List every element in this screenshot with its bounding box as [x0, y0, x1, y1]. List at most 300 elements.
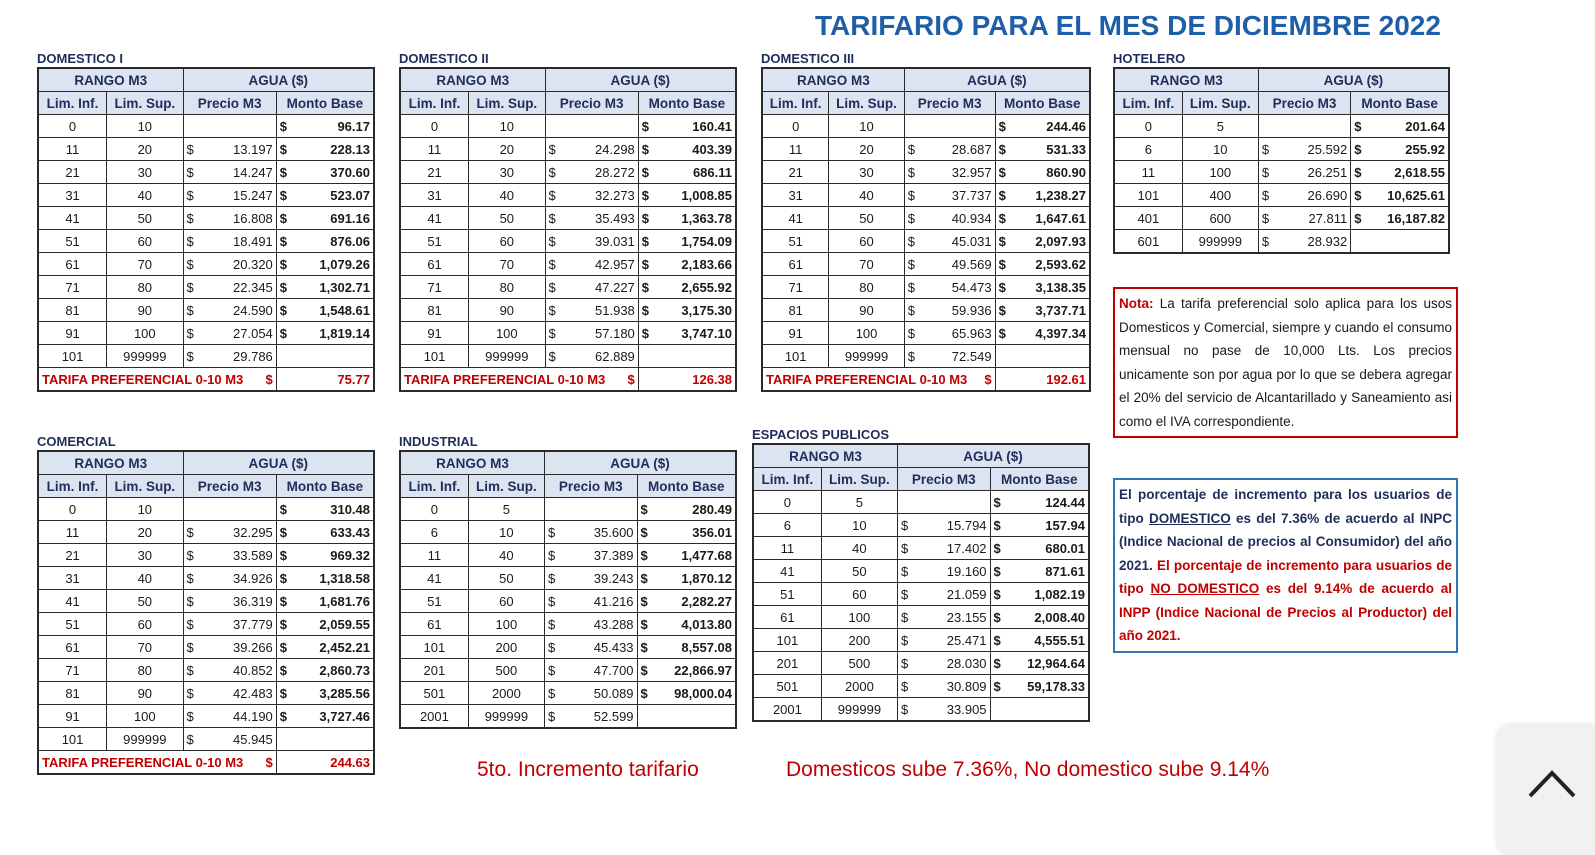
lim-inf-cell: 101 — [1114, 184, 1182, 207]
table-row — [762, 345, 1090, 368]
currency-symbol: $ — [186, 233, 194, 249]
header-precio: Precio M3 — [904, 92, 995, 115]
precio-cell — [904, 276, 995, 299]
lim-sup-cell: 50 — [821, 560, 897, 583]
table-title: INDUSTRIAL — [399, 434, 478, 449]
monto-value: 1,819.14 — [319, 325, 370, 341]
lim-inf-cell: 51 — [400, 230, 469, 253]
table-row — [38, 682, 374, 705]
header-rango: RANGO M3 — [400, 68, 545, 92]
monto-value: 1,238.27 — [1035, 187, 1086, 203]
incremento-nodomestico-term: NO DOMESTICO — [1150, 581, 1260, 596]
currency-symbol: $ — [279, 279, 288, 295]
monto-value: 22,866.97 — [674, 662, 732, 678]
lim-inf-cell: 2001 — [753, 698, 821, 722]
precio-value: 45.031 — [951, 233, 992, 249]
currency-symbol: $ — [900, 517, 909, 533]
table-row — [400, 253, 736, 276]
lim-inf-cell: 0 — [1114, 115, 1182, 138]
monto-cell — [637, 636, 736, 659]
lim-sup-cell: 50 — [107, 590, 183, 613]
monto-cell — [638, 230, 736, 253]
monto-cell — [637, 705, 736, 729]
precio-cell — [897, 675, 990, 698]
header-monto: Monto Base — [276, 92, 374, 115]
currency-symbol: $ — [279, 256, 288, 272]
precio-value: 39.243 — [593, 570, 634, 586]
lim-sup-cell: 30 — [829, 161, 904, 184]
currency-symbol: $ — [641, 164, 650, 180]
lim-sup-cell: 999999 — [107, 345, 183, 368]
monto-value: 1,647.61 — [1035, 210, 1086, 226]
precio-cell — [545, 115, 638, 138]
lim-inf-cell: 31 — [762, 184, 829, 207]
precio-cell — [904, 207, 995, 230]
header-lim-inf: Lim. Inf. — [38, 92, 107, 115]
currency-symbol: $ — [186, 348, 194, 364]
currency-symbol: $ — [907, 233, 915, 249]
precio-value: 45.433 — [593, 639, 634, 655]
lim-inf-cell: 6 — [400, 521, 468, 544]
currency-symbol: $ — [998, 233, 1006, 249]
table-row — [400, 567, 736, 590]
table-domestico-1 — [37, 51, 375, 392]
precio-value: 47.227 — [595, 279, 635, 295]
page-title: TARIFARIO PARA EL MES DE DICIEMBRE 2022 — [815, 10, 1441, 41]
precio-value: 65.963 — [951, 325, 992, 341]
precio-cell — [897, 606, 990, 629]
table-industrial — [399, 434, 737, 729]
table-row — [1114, 184, 1449, 207]
tarifa-preferencial-value: 192.61 — [995, 368, 1090, 392]
lim-inf-cell: 11 — [1114, 161, 1182, 184]
lim-sup-cell: 60 — [469, 230, 545, 253]
table-row — [753, 514, 1089, 537]
header-monto: Monto Base — [995, 92, 1090, 115]
monto-cell — [637, 521, 736, 544]
lim-sup-cell: 90 — [107, 682, 183, 705]
currency-symbol: $ — [548, 233, 556, 249]
monto-cell — [276, 544, 374, 567]
currency-symbol: $ — [186, 279, 194, 295]
table-title: DOMESTICO III — [761, 51, 855, 66]
precio-value: 50.089 — [593, 685, 634, 701]
monto-cell — [276, 682, 374, 705]
currency-symbol: $ — [907, 348, 915, 364]
monto-value: 2,452.21 — [319, 639, 370, 655]
currency-symbol: $ — [1354, 187, 1362, 203]
currency-symbol: $ — [1261, 233, 1270, 249]
monto-cell — [995, 115, 1090, 138]
header-agua: AGUA ($) — [183, 68, 374, 92]
lim-inf-cell: 201 — [400, 659, 468, 682]
lim-sup-cell: 70 — [107, 253, 183, 276]
currency-symbol: $ — [998, 279, 1006, 295]
currency-symbol: $ — [900, 701, 909, 717]
table-row — [400, 705, 736, 729]
lim-sup-cell: 40 — [107, 567, 183, 590]
nota-text: La tarifa preferencial solo aplica para los usos Domesticos y Comercial, siempre y cuando el consumo mensual no pase de 10,000 Lts. Los precios unicamente son por agua por lo que se debera agregar el 20% del servicio de Alcantarillado y Saneamiento asi como el IVA correspondiente. — [1119, 296, 1452, 429]
table-row — [753, 698, 1089, 722]
lim-inf-cell: 51 — [38, 613, 107, 636]
currency-symbol: $ — [279, 187, 288, 203]
precio-cell — [545, 345, 638, 368]
monto-cell — [276, 590, 374, 613]
monto-value: 686.11 — [692, 164, 732, 180]
monto-value: 3,175.30 — [681, 302, 732, 318]
lim-sup-cell: 50 — [469, 207, 545, 230]
lim-inf-cell: 71 — [400, 276, 469, 299]
table-row — [753, 491, 1089, 514]
precio-cell — [544, 613, 637, 636]
precio-cell — [1258, 138, 1350, 161]
currency-symbol: $ — [1261, 164, 1270, 180]
lim-inf-cell: 41 — [38, 207, 107, 230]
lim-sup-cell: 70 — [829, 253, 904, 276]
monto-cell — [276, 115, 374, 138]
table-row — [400, 682, 736, 705]
currency-symbol: $ — [186, 187, 194, 203]
table-title: DOMESTICO II — [399, 51, 489, 66]
lim-sup-cell: 40 — [829, 184, 904, 207]
lim-inf-cell: 21 — [400, 161, 469, 184]
table-row — [762, 253, 1090, 276]
table-row — [38, 184, 374, 207]
monto-cell — [276, 253, 374, 276]
precio-cell — [183, 567, 276, 590]
header-precio: Precio M3 — [183, 92, 276, 115]
currency-symbol: $ — [907, 325, 915, 341]
lim-sup-cell: 80 — [107, 659, 183, 682]
precio-cell — [183, 659, 276, 682]
lim-inf-cell: 41 — [753, 560, 821, 583]
lim-inf-cell: 51 — [762, 230, 829, 253]
header-precio: Precio M3 — [545, 92, 638, 115]
monto-cell — [276, 161, 374, 184]
table-row — [38, 521, 374, 544]
header-lim-inf: Lim. Inf. — [1114, 92, 1182, 115]
lim-sup-cell: 40 — [821, 537, 897, 560]
precio-value: 32.957 — [951, 164, 992, 180]
tarifa-preferencial-value: 75.77 — [276, 368, 374, 392]
table-row — [762, 322, 1090, 345]
lim-sup-cell: 70 — [107, 636, 183, 659]
monto-value: 228.13 — [330, 141, 370, 157]
precio-cell — [183, 705, 276, 728]
monto-value: 280.49 — [692, 501, 732, 517]
precio-cell — [545, 299, 638, 322]
currency-symbol: $ — [279, 616, 288, 632]
tarifa-preferencial-label — [762, 368, 995, 392]
currency-symbol: $ — [900, 540, 909, 556]
currency-symbol: $ — [186, 164, 194, 180]
table-row — [753, 537, 1089, 560]
table-row — [753, 560, 1089, 583]
currency-symbol: $ — [547, 616, 556, 632]
table-row — [762, 299, 1090, 322]
precio-value: 23.155 — [946, 609, 987, 625]
table-row — [400, 115, 736, 138]
lim-inf-cell: 21 — [762, 161, 829, 184]
precio-value: 15.247 — [233, 187, 273, 203]
precio-cell — [545, 322, 638, 345]
tariff-table — [1113, 67, 1450, 254]
lim-sup-cell: 90 — [829, 299, 904, 322]
table-row — [400, 276, 736, 299]
monto-value: 876.06 — [330, 233, 370, 249]
precio-cell — [183, 682, 276, 705]
precio-cell — [545, 276, 638, 299]
header-lim-sup: Lim. Sup. — [1182, 92, 1258, 115]
table-row — [38, 115, 374, 138]
lim-inf-cell: 11 — [400, 138, 469, 161]
currency-symbol: $ — [907, 187, 915, 203]
table-row — [762, 276, 1090, 299]
monto-cell — [995, 230, 1090, 253]
lim-sup-cell: 60 — [829, 230, 904, 253]
precio-value: 62.889 — [595, 348, 635, 364]
table-row — [753, 629, 1089, 652]
currency-symbol: $ — [993, 632, 1001, 648]
tariff-table — [752, 443, 1090, 722]
monto-value: 59,178.33 — [1027, 678, 1085, 694]
table-domestico-3 — [761, 51, 1091, 392]
currency-symbol: $ — [548, 141, 556, 157]
monto-cell — [638, 115, 736, 138]
nota-preferencial — [1113, 287, 1458, 438]
currency-symbol: $ — [998, 256, 1006, 272]
monto-cell — [638, 138, 736, 161]
lim-sup-cell: 500 — [468, 659, 544, 682]
subheader-row — [400, 475, 736, 498]
table-row — [400, 613, 736, 636]
table-title: HOTELERO — [1113, 51, 1186, 66]
header-agua: AGUA ($) — [1258, 68, 1449, 92]
lim-inf-cell: 61 — [400, 253, 469, 276]
nota-label: Nota: — [1119, 296, 1154, 311]
monto-cell — [995, 253, 1090, 276]
currency-symbol: $ — [186, 639, 194, 655]
precio-cell — [183, 230, 276, 253]
lim-inf-cell: 2001 — [400, 705, 468, 729]
header-agua: AGUA ($) — [544, 451, 736, 475]
currency-symbol: $ — [186, 256, 194, 272]
currency-symbol: $ — [641, 279, 650, 295]
precio-cell — [183, 521, 276, 544]
header-row — [38, 451, 374, 475]
precio-cell — [183, 498, 276, 521]
table-espacios-publicos — [752, 427, 1090, 722]
tariff-table — [761, 67, 1091, 392]
lim-sup-cell: 200 — [821, 629, 897, 652]
precio-cell — [1258, 184, 1350, 207]
precio-cell — [897, 629, 990, 652]
lim-sup-cell: 90 — [107, 299, 183, 322]
lim-inf-cell: 11 — [762, 138, 829, 161]
lim-sup-cell: 5 — [1182, 115, 1258, 138]
table-row — [762, 161, 1090, 184]
table-row — [400, 161, 736, 184]
header-agua: AGUA ($) — [904, 68, 1090, 92]
table-row — [753, 606, 1089, 629]
scroll-top-button[interactable] — [1497, 725, 1595, 855]
incremento-domestico-b: es del 7.36% de acuerdo al INPC (Indice Nacional de precios al Consumidor) del año 2021. — [1119, 510, 1452, 573]
currency-symbol: $ — [279, 593, 288, 609]
footer-porcentajes: Domesticos sube 7.36%, No domestico sube 9.14% — [786, 758, 1270, 781]
lim-sup-cell: 200 — [468, 636, 544, 659]
monto-value: 160.41 — [692, 118, 732, 134]
table-row — [38, 299, 374, 322]
table-row — [38, 276, 374, 299]
lim-inf-cell: 61 — [38, 253, 107, 276]
monto-cell — [1351, 184, 1449, 207]
currency-symbol: $ — [627, 371, 635, 387]
precio-cell — [897, 560, 990, 583]
subheader-row — [753, 468, 1089, 491]
lim-inf-cell: 101 — [400, 636, 468, 659]
currency-symbol: $ — [547, 524, 556, 540]
lim-inf-cell: 61 — [400, 613, 468, 636]
precio-cell — [904, 253, 995, 276]
lim-sup-cell: 10 — [829, 115, 904, 138]
header-rango: RANGO M3 — [38, 451, 183, 475]
currency-symbol: $ — [279, 325, 288, 341]
incremento-nodomestico-a: El porcentaje de incremento para usuarios de tipo — [1119, 557, 1452, 596]
precio-cell — [183, 138, 276, 161]
currency-symbol: $ — [998, 302, 1006, 318]
table-row — [38, 138, 374, 161]
monto-cell — [276, 207, 374, 230]
precio-cell — [904, 115, 995, 138]
precio-value: 72.549 — [951, 348, 992, 364]
precio-value: 34.926 — [233, 570, 273, 586]
monto-cell — [276, 345, 374, 368]
monto-cell — [276, 613, 374, 636]
currency-symbol: $ — [907, 164, 915, 180]
subheader-row — [1114, 92, 1449, 115]
lim-inf-cell: 81 — [762, 299, 829, 322]
table-comercial — [37, 434, 375, 775]
monto-cell — [276, 705, 374, 728]
header-agua: AGUA ($) — [897, 444, 1089, 468]
header-agua: AGUA ($) — [183, 451, 374, 475]
lim-inf-cell: 0 — [400, 498, 468, 521]
currency-symbol: $ — [548, 187, 556, 203]
currency-symbol: $ — [998, 325, 1006, 341]
currency-symbol: $ — [641, 302, 650, 318]
header-row — [400, 451, 736, 475]
precio-value: 32.273 — [595, 187, 635, 203]
currency-symbol: $ — [640, 639, 648, 655]
header-lim-inf: Lim. Inf. — [762, 92, 829, 115]
monto-value: 1,548.61 — [319, 302, 370, 318]
header-precio: Precio M3 — [183, 475, 276, 498]
tarifa-preferencial-value: 244.63 — [276, 751, 374, 775]
table-row — [400, 659, 736, 682]
tarifa-preferencial-label — [38, 751, 276, 775]
monto-cell — [637, 590, 736, 613]
monto-value: 10,625.61 — [1387, 187, 1445, 203]
table-row — [38, 161, 374, 184]
monto-cell — [990, 537, 1089, 560]
monto-value: 1,477.68 — [681, 547, 732, 563]
currency-symbol: $ — [547, 570, 556, 586]
currency-symbol: $ — [1261, 187, 1270, 203]
monto-value: 4,555.51 — [1034, 632, 1085, 648]
monto-cell — [276, 184, 374, 207]
precio-cell — [183, 115, 276, 138]
monto-value: 2,008.40 — [1034, 609, 1085, 625]
monto-value: 1,082.19 — [1034, 586, 1085, 602]
lim-sup-cell: 50 — [107, 207, 183, 230]
currency-symbol: $ — [998, 118, 1006, 134]
table-row — [38, 253, 374, 276]
currency-symbol: $ — [547, 593, 556, 609]
precio-cell — [1258, 207, 1350, 230]
monto-value: 244.46 — [1046, 118, 1086, 134]
lim-sup-cell: 20 — [107, 521, 183, 544]
lim-sup-cell: 40 — [469, 184, 545, 207]
currency-symbol: $ — [265, 371, 273, 387]
monto-value: 98,000.04 — [674, 685, 732, 701]
monto-cell — [637, 682, 736, 705]
currency-symbol: $ — [998, 141, 1006, 157]
lim-sup-cell: 999999 — [469, 345, 545, 368]
currency-symbol: $ — [640, 685, 648, 701]
tarifa-preferencial-value: 126.38 — [638, 368, 736, 392]
precio-value: 26.251 — [1307, 164, 1348, 180]
lim-sup-cell: 70 — [469, 253, 545, 276]
lim-sup-cell: 10 — [1182, 138, 1258, 161]
currency-symbol: $ — [900, 655, 909, 671]
currency-symbol: $ — [547, 547, 556, 563]
precio-value: 43.288 — [593, 616, 634, 632]
monto-value: 871.61 — [1045, 563, 1085, 579]
currency-symbol: $ — [900, 678, 909, 694]
currency-symbol: $ — [998, 164, 1006, 180]
monto-value: 3,737.71 — [1035, 302, 1086, 318]
precio-cell — [897, 537, 990, 560]
subheader-row — [38, 475, 374, 498]
lim-inf-cell: 81 — [38, 299, 107, 322]
lim-sup-cell: 10 — [107, 115, 183, 138]
lim-sup-cell: 20 — [469, 138, 545, 161]
precio-cell — [183, 322, 276, 345]
currency-symbol: $ — [547, 662, 556, 678]
precio-cell — [544, 498, 637, 521]
lim-sup-cell: 100 — [468, 613, 544, 636]
lim-inf-cell: 91 — [400, 322, 469, 345]
lim-sup-cell: 50 — [829, 207, 904, 230]
currency-symbol: $ — [900, 563, 909, 579]
table-row — [762, 138, 1090, 161]
lim-inf-cell: 91 — [38, 322, 107, 345]
precio-cell — [545, 230, 638, 253]
precio-cell — [897, 491, 990, 514]
table-row — [400, 138, 736, 161]
lim-inf-cell: 31 — [38, 567, 107, 590]
table-row — [400, 590, 736, 613]
monto-cell — [990, 514, 1089, 537]
lim-sup-cell: 50 — [468, 567, 544, 590]
currency-symbol: $ — [993, 586, 1001, 602]
lim-inf-cell: 41 — [38, 590, 107, 613]
monto-cell — [995, 207, 1090, 230]
monto-cell — [638, 299, 736, 322]
lim-sup-cell: 30 — [107, 544, 183, 567]
lim-sup-cell: 100 — [1182, 161, 1258, 184]
tarifa-preferencial-row — [38, 368, 374, 392]
